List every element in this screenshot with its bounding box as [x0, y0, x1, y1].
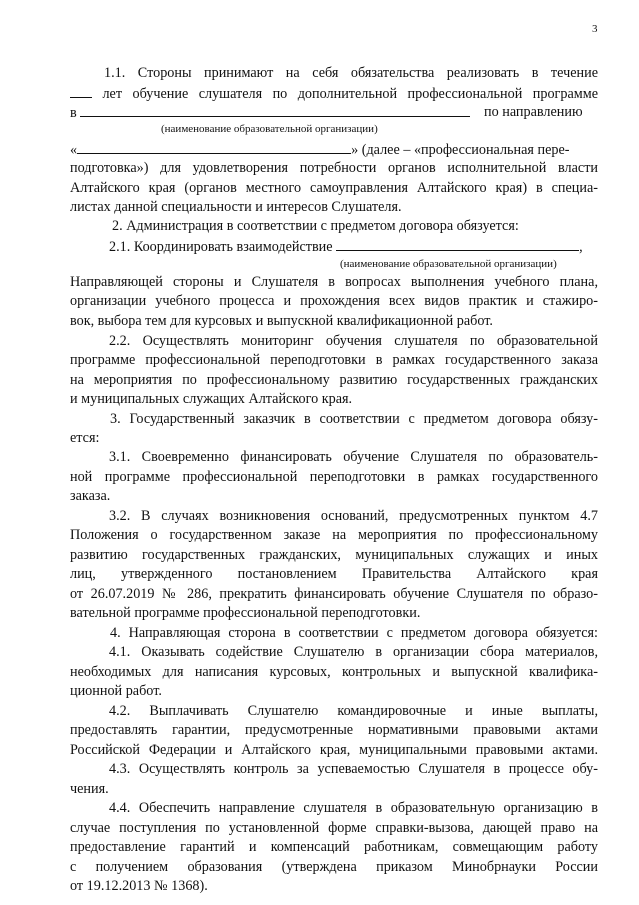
paragraph-4-3-line-1: 4.3. Осуществлять контроль за успеваемостью Слушателя в процессе обу-: [109, 761, 598, 777]
paragraph-4-4-line-4: с получением образования (утверждена приказом Минобрнауки России: [70, 859, 598, 875]
program-name-blank: [77, 140, 351, 154]
coordination-org-blank: [336, 237, 579, 251]
paragraph-3-1-line-3: заказа.: [70, 488, 111, 504]
paragraph-2-2-line-2: программе профессиональной переподготовки в рамках государственного заказа: [70, 352, 598, 368]
section-4-heading: 4. Направляющая сторона в соответствии с предметом договора обязуется:: [110, 625, 598, 641]
paragraph-2-2-line-1: 2.2. Осуществлять мониторинг обучения слушателя по образовательной: [109, 333, 598, 349]
paragraph-1-1-line-6: Алтайского края (органов местного самоуправления Алтайского края) в специа-: [70, 180, 598, 196]
paragraph-2-1-line-4: вок, выбора тем для курсовых и выпускной квалификационной работ.: [70, 313, 493, 329]
paragraph-3-1-line-2: ной программе профессиональной переподготовки в рамках государственного: [70, 469, 598, 485]
page-number: 3: [592, 23, 598, 35]
years-blank: [70, 84, 92, 98]
paragraph-4-3-line-2: чения.: [70, 781, 109, 797]
paragraph-4-4-line-1: 4.4. Обеспечить направление слушателя в образовательную организацию в: [109, 800, 598, 816]
section-2-heading: 2. Администрация в соответствии с предметом договора обязуется:: [112, 218, 519, 234]
paragraph-3-2-line-4: лиц, утвержденного постановлением Правительства Алтайского края: [70, 566, 598, 582]
paragraph-4-4-line-3: предоставление гарантий и компенсаций работникам, совмещающим работу: [70, 839, 598, 855]
paragraph-3-2-line-6: вательной программе профессиональной переподготовки.: [70, 605, 421, 621]
paragraph-3-2-line-2: Положения о государственном заказе на мероприятия по профессиональному: [70, 527, 598, 543]
paragraph-1-1-line-1: 1.1. Стороны принимают на себя обязательства реализовать в течение: [104, 65, 598, 81]
paragraph-1-1-line-3: в по направлению: [70, 104, 583, 121]
paragraph-1-1-line-7: листах данной специальности и интересов Слушателя.: [70, 199, 402, 215]
paragraph-3-2-line-5: от 26.07.2019 № 286, прекратить финансировать обучение Слушателя по образо-: [70, 586, 598, 602]
paragraph-4-1-line-2: необходимых для написания курсовых, контрольных и выпускной квалифика-: [70, 664, 598, 680]
paragraph-2-1-line-3: организации учебного процесса и прохождения всех видов практик и стажиро-: [70, 293, 598, 309]
caption-organization-name-2: (наименование образовательной организации): [340, 258, 557, 270]
paragraph-4-2-line-1: 4.2. Выплачивать Слушателю командировочные и иные выплаты,: [109, 703, 598, 719]
section-3-heading-line-2: ется:: [70, 430, 100, 446]
caption-organization-name: (наименование образовательной организации): [161, 123, 378, 135]
paragraph-1-1-line-4: « » (далее – «профессиональная пере-: [70, 142, 570, 158]
organization-blank: [80, 103, 470, 117]
paragraph-2-2-line-3: на мероприятия по профессиональному развитию государственных гражданских: [70, 372, 598, 388]
paragraph-4-4-line-5: от 19.12.2013 № 1368).: [70, 878, 208, 894]
paragraph-4-2-line-2: предоставлять гарантии, предусмотренные нормативными правовыми актами: [70, 722, 598, 738]
section-3-heading-line-1: 3. Государственный заказчик в соответствии с предметом договора обязу-: [110, 411, 598, 427]
paragraph-1-1-line-5: подготовка») для удовлетворения потребности органов исполнительной власти: [70, 160, 598, 176]
paragraph-2-1-line-1: 2.1. Координировать взаимодействие ,: [109, 239, 583, 255]
paragraph-3-2-line-3: развитию государственных гражданских, муниципальных служащих и иных: [70, 547, 598, 563]
paragraph-4-2-line-3: Российской Федерации и Алтайского края, муниципальными правовыми актами.: [70, 742, 598, 758]
paragraph-2-2-line-4: и муниципальных служащих Алтайского края.: [70, 391, 353, 407]
paragraph-4-1-line-3: ционной работ.: [70, 683, 162, 699]
paragraph-2-1-line-2: Направляющей стороны и Слушателя в вопросах выполнения учебного плана,: [70, 274, 598, 290]
paragraph-1-1-line-2: лет обучение слушателя по дополнительной профессиональной программе: [70, 84, 598, 104]
paragraph-3-1-line-1: 3.1. Своевременно финансировать обучение Слушателя по образователь-: [109, 449, 598, 465]
paragraph-3-2-line-1: 3.2. В случаях возникновения оснований, предусмотренных пунктом 4.7: [109, 508, 598, 524]
paragraph-4-1-line-1: 4.1. Оказывать содействие Слушателю в организации сбора материалов,: [109, 644, 598, 660]
paragraph-4-4-line-2: случае поступления по установленной форме справки-вызова, дающей право на: [70, 820, 598, 836]
